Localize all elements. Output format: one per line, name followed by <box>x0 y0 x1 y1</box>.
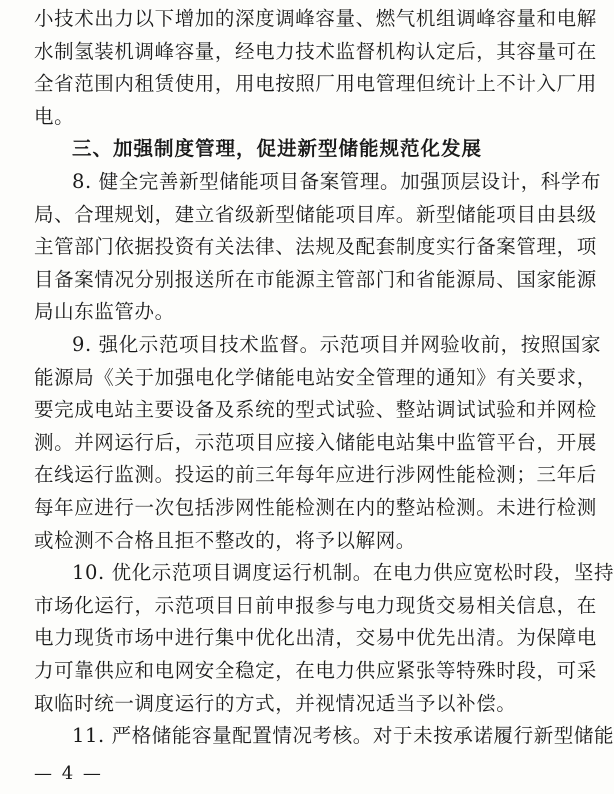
text-line: 局、合理规划，建立省级新型储能项目库。新型储能项目由县级 <box>34 202 597 226</box>
text-line: 能源局《关于加强电化学储能电站安全管理的通知》有关要求， <box>34 365 597 389</box>
text-line: 取临时统一调度运行的方式，并视情况适当予以补偿。 <box>34 691 517 715</box>
paragraph-8-heading-line: 8. 健全完善新型储能项目备案管理。加强顶层设计，科学布 <box>72 170 602 193</box>
text-line: 水制氢装机调峰容量，经电力技术监督机构认定后，其容量可在 <box>34 39 597 63</box>
text-line: 全省范围内租赁使用，用电按照厂用电管理但统计上不计入厂用 <box>34 72 597 96</box>
paragraph-9-heading-line: 9. 强化示范项目技术监督。示范项目并网验收前，按照国家 <box>72 333 602 356</box>
text-line: 小技术出力以下增加的深度调峰容量、燃气机组调峰容量和电解 <box>34 7 597 30</box>
text-line: 要完成电站主要设备及系统的型式试验、整站调试试验和并网检 <box>34 398 597 422</box>
text-line: 测。并网运行后，示范项目应接入储能电站集中监管平台，开展 <box>34 430 597 454</box>
page-number: — 4 — <box>34 763 103 784</box>
text-line: 局山东监管办。 <box>34 300 175 324</box>
text-line: 电。 <box>34 104 75 128</box>
text-line: 市场化运行，示范项目日前申报参与电力现货交易相关信息，在 <box>34 593 597 617</box>
paragraph-10-heading-line: 10. 优化示范项目调度运行机制。在电力供应宽松时段，坚持 <box>72 561 614 585</box>
text-line: 力可靠供应和电网安全稳定，在电力供应紧张等特殊时段，可采 <box>34 659 597 682</box>
text-line: 主管部门依据投资有关法律、法规及配套制度实行备案管理，项 <box>34 235 597 259</box>
text-line: 目备案情况分别报送所在市能源主管部门和省能源局、国家能源 <box>34 267 597 291</box>
text-line: 或检测不合格且拒不整改的，将予以解网。 <box>34 528 416 552</box>
text-line: 每年应进行一次包括涉网性能检测在内的整站检测。未进行检测 <box>34 496 597 519</box>
section-heading: 三、加强制度管理，促进新型储能规范化发展 <box>72 137 483 161</box>
text-line: 在线运行监测。投运的前三年每年应进行涉网性能检测；三年后 <box>34 463 597 487</box>
paragraph-11-heading-line: 11. 严格储能容量配置情况考核。对于未按承诺履行新型储能 <box>72 724 614 748</box>
text-line: 电力现货市场中进行集中优化出清，交易中优先出清。为保障电 <box>34 626 597 650</box>
